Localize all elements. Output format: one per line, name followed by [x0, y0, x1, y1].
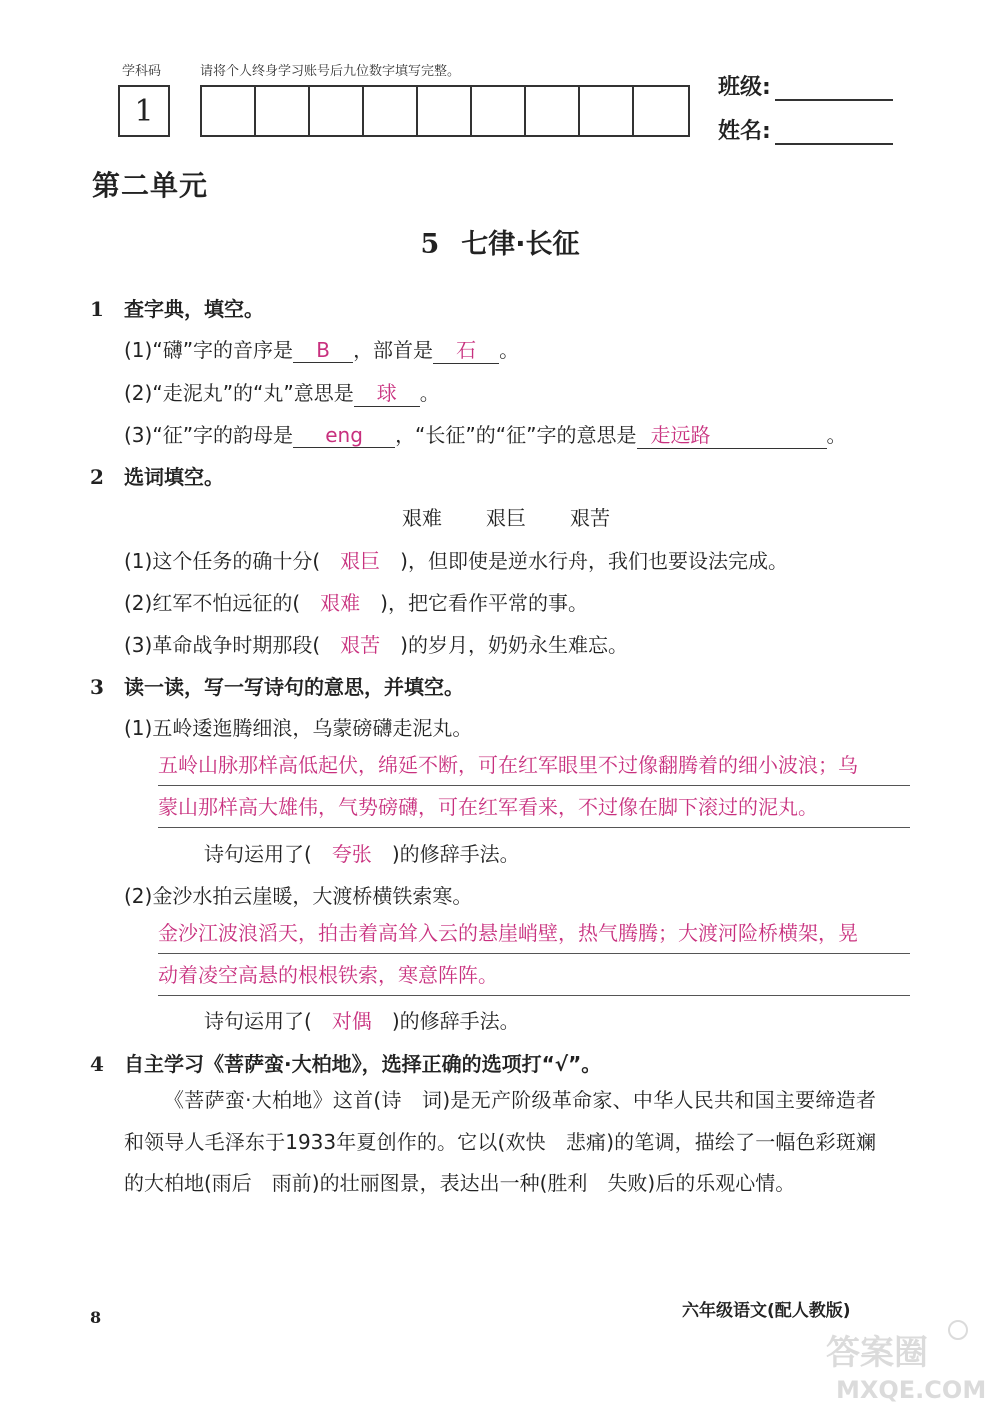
digit-box[interactable]: [202, 87, 256, 135]
answer-line: 金沙江波浪滔天，拍击着高耸入云的悬崖峭壁，热气腾腾；大渡河险桥横架，晃: [158, 912, 910, 954]
subject-code-label: 学科码: [122, 64, 162, 79]
q3-item1-answer[interactable]: [158, 744, 910, 828]
digit-box[interactable]: [364, 87, 418, 135]
q3-item2-answer[interactable]: [158, 912, 910, 996]
q3-number: 3: [90, 675, 104, 699]
digit-box[interactable]: [580, 87, 634, 135]
q1-item3-text: (3)“征”字的韵母是: [124, 423, 294, 447]
q1-item2-end: 。: [419, 381, 440, 405]
q1-item1-text2: ，部首是: [353, 338, 434, 362]
lesson-number: 5: [420, 229, 440, 260]
name-field[interactable]: [718, 114, 893, 145]
q1-item3-end: 。: [826, 423, 847, 447]
q1-item1: [124, 334, 519, 364]
digit-box[interactable]: [418, 87, 472, 135]
q1-heading: [90, 293, 264, 322]
answer-line: 蒙山那样高大雄伟，气势磅礴，可在红军看来，不过像在脚下滚过的泥丸。: [158, 786, 910, 828]
q2-item1-end: )，但即使是逆水行舟，我们也要设法完成。: [400, 549, 788, 573]
q2-item2: [124, 587, 588, 616]
q2-item3: [124, 629, 628, 658]
q1-answer-zheng-meaning[interactable]: 走远路: [637, 419, 827, 449]
word-option: 艰苦: [570, 506, 610, 530]
svg-text:答案圈: 答案圈: [826, 1333, 928, 1373]
word-option: 艰难: [402, 506, 442, 530]
class-field[interactable]: [718, 70, 893, 101]
q1-item1-text: (1)“礴”字的音序是: [124, 338, 294, 362]
q2-item3-text: (3)革命战争时期那段(: [124, 633, 321, 657]
digit-box[interactable]: [634, 87, 688, 135]
q2-item2-end: )，把它看作平常的事。: [380, 591, 588, 615]
q2-item2-text: (2)红军不怕远征的(: [124, 591, 301, 615]
q1-answer-radical[interactable]: 石: [433, 334, 499, 364]
q2-item1-text: (1)这个任务的确十分(: [124, 549, 321, 573]
q2-answer1[interactable]: 艰巨: [340, 549, 381, 573]
q1-number: 1: [90, 297, 104, 321]
lesson-name: 七律·长征: [461, 229, 580, 260]
q3-heading: [90, 671, 464, 700]
q4-title: 自主学习《菩萨蛮·大柏地》，选择正确的选项打“√”。: [124, 1052, 602, 1076]
page-number: 8: [90, 1308, 102, 1327]
class-line[interactable]: [775, 75, 893, 101]
rhetoric-text: 诗句运用了(: [204, 842, 312, 866]
q1-item3: [124, 419, 847, 449]
digit-box[interactable]: [256, 87, 310, 135]
svg-text:MXQE.COM: MXQE.COM: [836, 1376, 986, 1404]
q2-heading: [90, 461, 224, 490]
q4-number: 4: [90, 1052, 104, 1076]
q1-answer-initial[interactable]: B: [293, 338, 353, 363]
book-title: 六年级语文(配人教版): [682, 1301, 851, 1321]
q2-answer2[interactable]: 艰难: [320, 591, 361, 615]
q4-paragraph: 《菩萨蛮·大柏地》这首(诗 词)是无产阶级革命家、中华人民共和国主要缔造者和领导人毛泽东于1933年夏创作的。它以(欢快 悲痛)的笔调，描绘了一幅色彩斑斓的大柏地(雨后 雨前)的壮丽图景，表达出一种(胜利 失败)后的乐观心情。: [124, 1088, 876, 1195]
class-label: 班级:: [718, 75, 771, 100]
rhetoric-end: )的修辞手法。: [391, 1009, 520, 1033]
q1-answer-final[interactable]: eng: [293, 423, 395, 448]
q3-item2-poem: (2)金沙水拍云崖暖，大渡桥横铁索寒。: [124, 884, 473, 908]
digit-box[interactable]: [310, 87, 364, 135]
account-digit-boxes[interactable]: [200, 85, 690, 137]
unit-title: 第二单元: [92, 169, 209, 202]
q1-item2: [124, 377, 440, 407]
q2-item1: [124, 545, 788, 574]
q3-item2-rhetoric: [204, 1005, 520, 1034]
rhetoric-end: )的修辞手法。: [391, 842, 520, 866]
q2-number: 2: [90, 465, 104, 489]
q1-title: 查字典，填空。: [124, 297, 264, 321]
q3-title: 读一读，写一写诗句的意思，并填空。: [124, 675, 464, 699]
digit-box[interactable]: [526, 87, 580, 135]
answer-line: 五岭山脉那样高低起伏，绵延不断，可在红军眼里不过像翻腾着的细小波浪；乌: [158, 744, 910, 786]
q1-item1-end: 。: [499, 338, 520, 362]
rhetoric-text: 诗句运用了(: [204, 1009, 312, 1033]
name-line[interactable]: [775, 119, 893, 145]
digit-box[interactable]: [472, 87, 526, 135]
q2-word-bank: [380, 502, 632, 531]
name-label: 姓名:: [718, 119, 771, 144]
watermark-logo: [818, 1316, 986, 1406]
q3-item1-poem: (1)五岭逶迤腾细浪，乌蒙磅礴走泥丸。: [124, 716, 473, 740]
account-instruction: 请将个人终身学习账号后九位数字填写完整。: [200, 64, 461, 79]
q4-heading: [90, 1048, 601, 1077]
answer-line: 动着凌空高悬的根根铁索，寒意阵阵。: [158, 954, 910, 996]
subject-code-box: 1: [118, 85, 170, 137]
q2-title: 选词填空。: [124, 465, 224, 489]
q1-item3-text2: ，“长征”的“征”字的意思是: [395, 423, 637, 447]
q3-rhetoric-answer1[interactable]: 夸张: [331, 842, 372, 866]
lesson-title: [0, 222, 1000, 261]
q3-item1-rhetoric: [204, 838, 520, 867]
q2-answer3[interactable]: 艰苦: [340, 633, 381, 657]
q3-rhetoric-answer2[interactable]: 对偶: [331, 1009, 372, 1033]
q1-item2-text: (2)“走泥丸”的“丸”意思是: [124, 381, 354, 405]
word-option: 艰巨: [486, 506, 526, 530]
q2-item3-end: )的岁月，奶奶永生难忘。: [400, 633, 628, 657]
q1-answer-meaning[interactable]: 球: [354, 377, 420, 407]
